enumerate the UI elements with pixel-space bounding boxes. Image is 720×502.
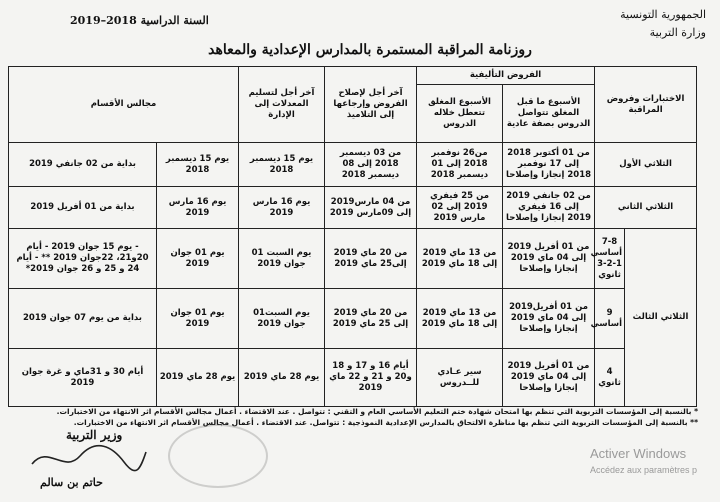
signatory-name: حاتم بن سالم (40, 476, 103, 489)
ministry-label: وزارة التربية (649, 26, 706, 39)
cell-week-before: من26 نوفمبر 2018 إلى 01 ديسمبر 2018 (417, 143, 503, 187)
header-averages: آخر أجل لتسليم المعدلات إلى الإدارة (239, 67, 325, 143)
cell-corrections: يوم 15 ديسمبر 2018 (239, 143, 325, 187)
cell-week-before: سير عـادي للــدروس (417, 349, 503, 407)
cell-averages: يوم 16 مارس 2019 (157, 187, 239, 229)
cell-corrections: يوم 28 ماي 2019 (239, 349, 325, 407)
calendar-table (8, 66, 697, 407)
header-closed-week: الأسبوع المغلق تتعطل خلاله الدروس (417, 85, 503, 143)
page-title: روزنامة المراقبة المستمرة بالمدارس الإعدادية والمعاهد (208, 42, 532, 58)
watermark-line2: Accédez aux paramètres p (590, 465, 698, 475)
cell-corrections: يوم السبت 01 جوان 2019 (239, 229, 325, 289)
cell-closed-week: من 20 ماي 2019 إلى 25 ماي 2019 (325, 289, 417, 349)
official-stamp (168, 424, 268, 488)
cell-tests: من 01 أفريل2019 إلى 04 ماي 2019 إنجازا وإصلاحا (503, 289, 595, 349)
school-year: السنة الدراسية 2018–2019 (70, 14, 209, 27)
cell-councils: بداية من 01 أفريل 2019 (9, 187, 157, 229)
cell-closed-week: من 04 مارس2019 إلى 09مارس 2019 (325, 187, 417, 229)
cell-councils: بداية من يوم 07 جوان 2019 (9, 289, 157, 349)
level-label: 7-8 أساسي 1-2-3 ثانوي (595, 229, 625, 289)
cell-tests: من 01 أفريل 2019 إلى 04 ماي 2019 إنجازا وإصلاحا (503, 229, 595, 289)
header-ministry-block (620, 6, 706, 42)
table-row (9, 289, 697, 349)
cell-averages: يوم 01 جوان 2019 (157, 289, 239, 349)
header-synthesis-group: الفروض التأليفية (417, 67, 595, 85)
footnotes (10, 406, 698, 428)
cell-week-before: من 13 ماي 2019 إلى 18 ماي 2019 (417, 289, 503, 349)
cell-corrections: يوم السبت01 جوان 2019 (239, 289, 325, 349)
cell-tests: من 01 أكتوبر 2018 إلى 17 نوفمبر 2018 إنجازا وإصلاحا (503, 143, 595, 187)
header-corrections: آخر أجل لإصلاح الفروض وإرجاعها إلى التلاميذ (325, 67, 417, 143)
header-tests: الاختبارات وفروض المراقبة (595, 67, 697, 143)
cell-corrections: يوم 16 مارس 2019 (239, 187, 325, 229)
footnote: ** بالنسبة إلى المؤسسات التربوية التي تنظم بها مناظرة الالتحاق بالمدارس الإعدادية النموذجية : تتواصل. عند الاقتضاء . أعمال مجالس الأقسام اثر الانتهاء من الاختبارات. (73, 418, 698, 427)
cell-averages: يوم 15 ديسمبر 2018 (157, 143, 239, 187)
table-row (9, 229, 697, 289)
header-councils: مجالس الأقسام (9, 67, 239, 143)
header-week-before: الأسبوع ما قبل المغلق تتواصل الدروس بصفة عادية (503, 85, 595, 143)
cell-closed-week: أيام 16 و 17 و 18 و20 و 21 و 22 ماي 2019 (325, 349, 417, 407)
level-label: 4 ثانوي (595, 349, 625, 407)
cell-week-before: من 25 فيفري 2019 إلى 02 مارس 2019 (417, 187, 503, 229)
signature-scribble (28, 440, 148, 476)
cell-averages: يوم 28 ماي 2019 (157, 349, 239, 407)
cell-tests: من 01 أفريل 2019 إلى 04 ماي 2019 إنجازا وإصلاحا (503, 349, 595, 407)
period-label: الثلاثي الثالث (625, 229, 697, 407)
cell-councils: - يوم 15 جوان 2019 - أيام 20و21، 22جوان 2019 ** - أيام 24 و 25 و 26 جوان 2019* (9, 229, 157, 289)
level-label: 9 أساسي (595, 289, 625, 349)
watermark-line1: Activer Windows (590, 446, 687, 461)
table-row (9, 349, 697, 407)
cell-closed-week: من 03 ديسمبر 2018 إلى 08 ديسمبر 2018 (325, 143, 417, 187)
cell-tests: من 02 جانفي 2019 إلى 16 فيفري 2019 إنجازا وإصلاحا (503, 187, 595, 229)
signatory-title: وزير التربية (66, 428, 123, 442)
footnote: * بالنسبة إلى المؤسسات التربوية التي تنظم بها امتحان شهادة ختم التعليم الأساسي العام و التقني : تتواصل . عند الاقتضاء . أعمال مجالس الأقسام اثر الانتهاء من الاختبارات. (56, 407, 698, 416)
cell-averages: يوم 01 جوان 2019 (157, 229, 239, 289)
period-label: الثلاثي الأول (595, 143, 697, 187)
republic-label: الجمهورية التونسية (620, 8, 706, 21)
cell-councils: بداية من 02 جانفي 2019 (9, 143, 157, 187)
cell-councils: أيام 30 و 31ماي و غرة جوان 2019 (9, 349, 157, 407)
table-row (9, 143, 697, 187)
table-row (9, 187, 697, 229)
cell-closed-week: من 20 ماي 2019 إلى25 ماي 2019 (325, 229, 417, 289)
period-label: الثلاثي الثاني (595, 187, 697, 229)
cell-week-before: من 13 ماي 2019 إلى 18 ماي 2019 (417, 229, 503, 289)
windows-activation-watermark (590, 446, 697, 475)
